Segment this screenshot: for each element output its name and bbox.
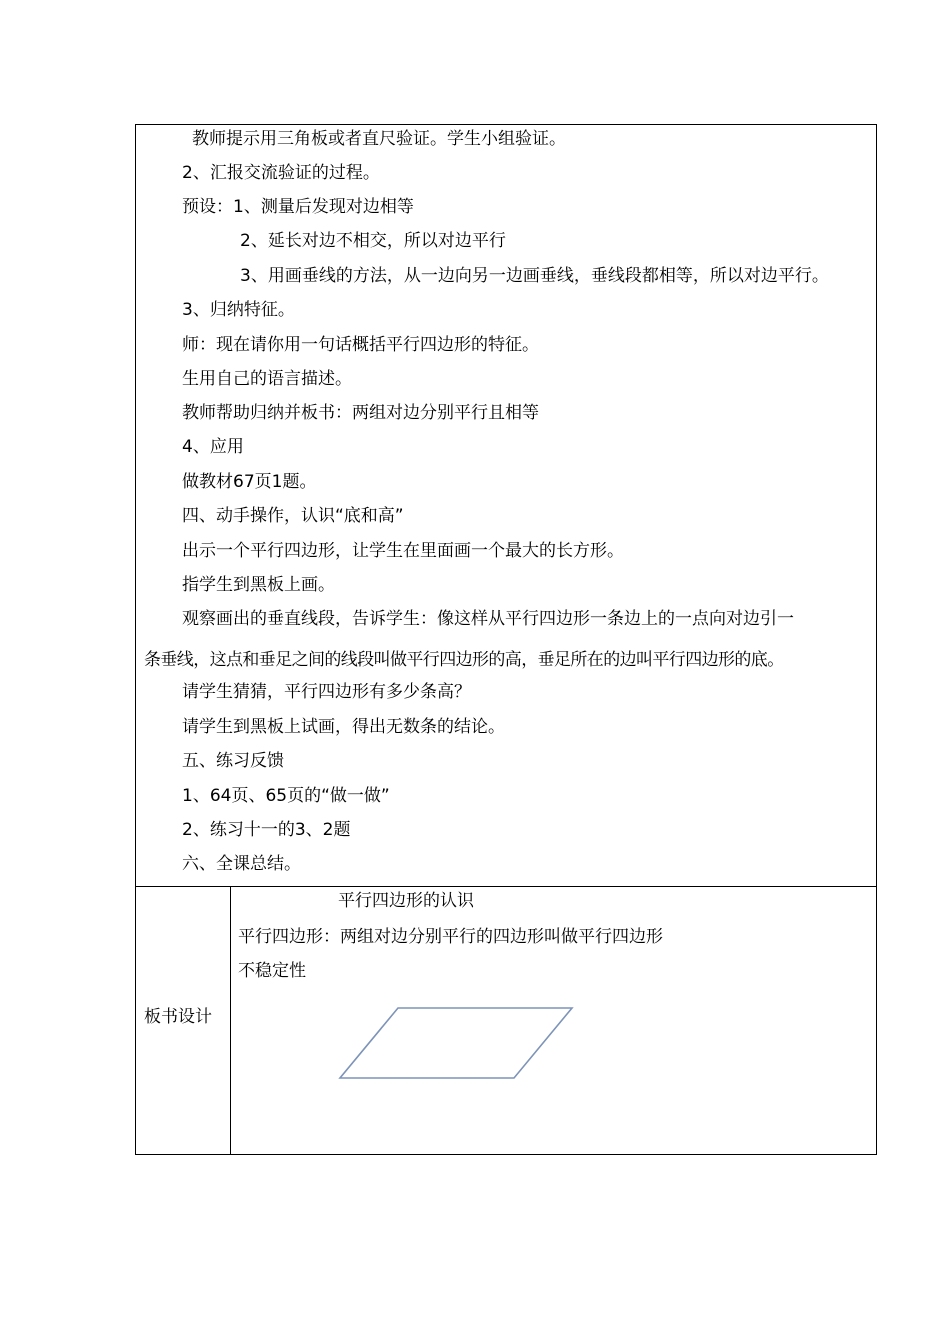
lesson-line: 四、动手操作，认识“底和高” [182,506,404,526]
board-title: 平行四边形的认识 [338,891,474,911]
lesson-line: 教师提示用三角板或者直尺验证。学生小组验证。 [192,129,566,149]
lesson-line: 2、延长对边不相交，所以对边平行 [240,231,506,251]
lesson-line: 3、用画垂线的方法，从一边向另一边画垂线，垂线段都相等，所以对边平行。 [240,266,829,286]
lesson-line: 4、应用 [182,437,244,457]
lesson-line: 师：现在请你用一句话概括平行四边形的特征。 [182,335,539,355]
lesson-line: 做教材67页1题。 [182,472,317,492]
lesson-line: 观察画出的垂直线段，告诉学生：像这样从平行四边形一条边上的一点向对边引一 [182,609,794,629]
row-divider [136,886,876,887]
lesson-line: 教师帮助归纳并板书：两组对边分别平行且相等 [182,403,539,423]
board-property: 不稳定性 [238,961,306,981]
lesson-line: 请学生猜猜，平行四边形有多少条高？ [182,682,471,702]
lesson-line: 六、全课总结。 [182,854,301,874]
column-divider [230,886,231,1154]
parallelogram-shape [340,1008,572,1078]
lesson-line: 条垂线，这点和垂足之间的线段叫做平行四边形的高，垂足所在的边叫平行四边形的底。 [144,650,784,670]
lesson-line: 2、练习十一的3、2题 [182,820,351,840]
lesson-line: 指学生到黑板上画。 [182,575,335,595]
board-design-label: 板书设计 [144,1007,212,1027]
lesson-line: 五、练习反馈 [182,751,284,771]
lesson-line: 3、归纳特征。 [182,300,295,320]
lesson-line: 2、汇报交流验证的过程。 [182,163,380,183]
lesson-line: 预设：1、测量后发现对边相等 [182,197,414,217]
lesson-line: 1、64页、65页的“做一做” [182,786,390,806]
lesson-line: 生用自己的语言描述。 [182,369,352,389]
lesson-line: 出示一个平行四边形，让学生在里面画一个最大的长方形。 [182,541,624,561]
parallelogram-figure [338,1006,574,1080]
lesson-line: 请学生到黑板上试画，得出无数条的结论。 [182,717,505,737]
board-definition: 平行四边形：两组对边分别平行的四边形叫做平行四边形 [238,927,663,947]
